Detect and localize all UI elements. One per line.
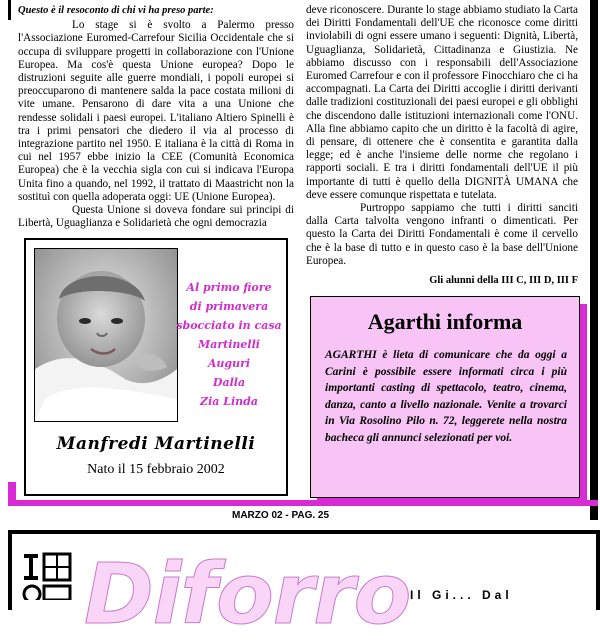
next-section-tail: Il Gi... Dal (410, 588, 513, 602)
greeting-line: Al primo fiore (186, 281, 272, 294)
article-right-column (306, 4, 578, 287)
greeting-line: sbocciato in casa (176, 319, 282, 332)
birth-date: Nato il 15 febbraio 2002 (87, 462, 225, 477)
greeting-line: Auguri (207, 357, 251, 370)
article-paragraph-3: deve riconoscere. Durante lo stage abbiamo studiato la Carta dei Diritti Fondamentali dell'UE che riconosce come diritti inviolabili di ogni essere umano i seguenti: Dignità, Libertà, Uguaglianza, Solidarietà, Cittadinanza e Giustizia. Ne abbiamo discusso con i responsabili dell'Associazione Euromed Carrefour e con il professore Finocchiaro che ci ha accompagnati. La Carta dei Diritti accoglie i diritti derivanti dalle tradizioni costituzionali dei paesi europei e gli obblighi che discendono dalle istituzioni internazionali come l'ONU. Alla fine abbiamo capito che un diritto è la facoltà di agire, di pensare, di ottenere che è consentita e garantita dalla legge; ed è anche l'insieme delle norme che regolano i rapporti sociali. E tra i diritti fondamentali dell'UE il più importante di tutti è quello della DIGNITÀ UMANA che deve essere comunque rispettata e tutelata. (306, 4, 578, 201)
pink-side-rule (8, 482, 16, 500)
article-left-column (18, 4, 294, 230)
article-signature: Gli alunni della III C, III D, III F (429, 275, 578, 287)
agarthi-info-box (310, 296, 580, 498)
article-paragraph-4: Purtroppo sappiamo che tutti i diritti sanciti dalla Carta talvolta vengono infranti o dimenticati. Per questo la Carta dei Diritti Fondamentali è come il cervello che è la base di tutto e in questo caso è la base dell'Unione Europea. (306, 202, 578, 267)
birth-greeting (174, 278, 284, 411)
magenta-bottom-rule (8, 500, 598, 506)
greeting-line: Zia Linda (200, 395, 258, 408)
greeting-line: Martinelli (198, 338, 260, 351)
baby-photo-image (35, 249, 177, 421)
greeting-line: di primavera (189, 300, 269, 313)
article-intro: Questo è il resoconto di chi vi ha preso parte: (18, 5, 214, 16)
left-edge-rule (8, 0, 11, 20)
baby-name: Manfredi Martinelli (56, 434, 256, 454)
next-section-title: Diforro (84, 545, 411, 643)
page-footer: MARZO 02 - PAG. 25 (232, 510, 330, 521)
article-paragraph-2: Questa Unione si doveva fondare sui principi di Libertà, Uguaglianza e Solidarietà che ogni democrazia (18, 204, 294, 230)
article-paragraph-1: Lo stage si è svolto a Palermo presso l'Associazione Euromed-Carrefour Sicilia Occidentale che si occupa di sviluppare progetti in collaborazione con l'Unione Europea. Ma cos'è questa Unione europea? Dopo le distruzioni seguite alle guerre mondiali, i popoli europei si preoccuparono di mantenere salda la pace costata milioni di vite umane. Pensarono di dare vita a una Unione che rendesse solidali i paesi europei. L'italiano Altiero Spinelli è tra i primi pensatori che diedero il via al processo di integrazione partito nel 1950. E italiana è la città di Roma in cui nel 1957 ebbe inizio la CEE (Comunità Economica Europea) che è la vecchia sigla con cui si indicava l'Europa Unita fino a quando, nel 1992, il trattato di Maastricht non la sostituì con quella adoperata oggi: UE (Unione Europea). (18, 19, 294, 203)
grid-logo-icon (14, 552, 78, 600)
agarthi-text: AGARTHI è lieta di comunicare che da oggi a Carini è possibile essere informati circa i più importanti casting di spettacolo, teatro, cinema, danza, canto a livello nazionale. Venite a trovarci in Via Rosolino Pilo n. 72, leggerete nella nostra bacheca gli annunci selezionati per voi. (325, 349, 567, 444)
agarthi-title: Agarthi informa (367, 309, 523, 334)
greeting-line: Dalla (212, 376, 246, 389)
baby-photo (34, 248, 178, 422)
right-edge-rule (590, 0, 598, 520)
birth-announcement-card (24, 238, 288, 496)
